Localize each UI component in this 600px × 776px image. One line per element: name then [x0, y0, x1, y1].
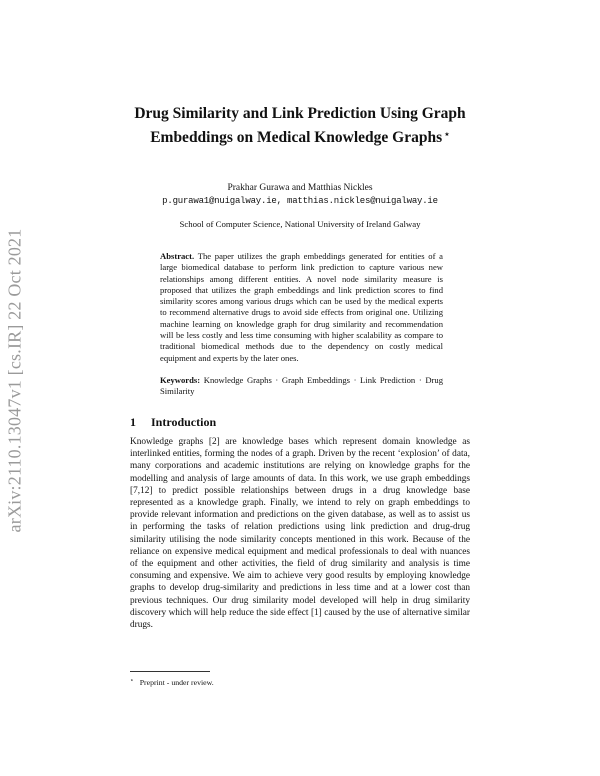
keywords-text: Knowledge Graphs · Graph Embeddings · Link Prediction · Drug Similarity: [160, 375, 443, 397]
paper-title: [130, 104, 470, 148]
arxiv-identifier: arXiv:2110.13047v1 [cs.IR] 22 Oct 2021: [4, 228, 25, 532]
arxiv-sidebar: [2, 210, 28, 550]
author-emails: p.gurawa1@nuigalway.ie, matthias.nickles@nuigalway.ie: [162, 196, 438, 206]
footnote-text: Preprint - under review.: [139, 678, 214, 687]
abstract: [160, 251, 443, 364]
author-list: Prakhar Gurawa and Matthias Nickles: [227, 183, 373, 193]
footnote-mark: ⋆: [130, 678, 134, 684]
title-text: Drug Similarity and Link Prediction Using Graph Embeddings on Medical Knowledge Graphs: [134, 105, 466, 146]
keywords: [160, 375, 443, 398]
section-heading: [130, 415, 470, 430]
abstract-label: Abstract.: [160, 251, 195, 261]
affiliation: School of Computer Science, National University of Ireland Galway: [179, 219, 421, 229]
introduction-paragraph: Knowledge graphs [2] are knowledge bases which represent domain knowledge as interlinked entities, forming the nodes of a graph. Driven by the recent ‘explosion’ of data, many corporations and academic institutions are relying on knowledge graphs for the modelling and analysis of large amounts of data. In this work, we use graph embeddings [7,12] to predict possible relationships between drugs in a drug knowledge base represented as a knowledge graph. Finally, we intend to rely on graph embeddings to provide relevant information and predictions on the given database, as well as to assist us in performing the tasks of relation predictions using link prediction and drug-drug similarity utilising the node similarity concepts mentioned in this work. Because of the reliance on expensive medical equipment and medical professionals to deal with nuances of the equipment and other activities, the field of drug similarity and analysis is time consuming and expensive. We aim to achieve very good results by employing knowledge graphs to develop drug-similarity and predictions in less time and at a lower cost than previous techniques. Our drug similarity model developed will help in drug similarity discovery which will help reduce the side effect [1] caused by the use of alternative similar drugs.: [130, 437, 470, 631]
section-number: 1: [130, 415, 136, 429]
footnote: [130, 676, 470, 688]
keywords-label: Keywords:: [160, 375, 201, 385]
title-footnote-mark: ⋆: [444, 129, 450, 139]
section-title: Introduction: [151, 415, 217, 429]
abstract-text: The paper utilizes the graph embeddings generated for entities of a large biomedical database to perform link prediction to capture various new relationships among different entities. A novel node similarity measure is proposed that utilizes the graph embeddings and link prediction scores to find similarity scores among various drugs which can be used by the medical experts to recommend alternative drugs to avoid side effects from original one. Utilizing machine learning on knowledge graph for drug similarity and recommendation will be less costly and less time consuming with higher scalability as compare to traditional biomedical methods due to the dependency on costly medical equipment and experts by the later ones.: [160, 251, 443, 363]
footnote-divider: [130, 671, 210, 672]
